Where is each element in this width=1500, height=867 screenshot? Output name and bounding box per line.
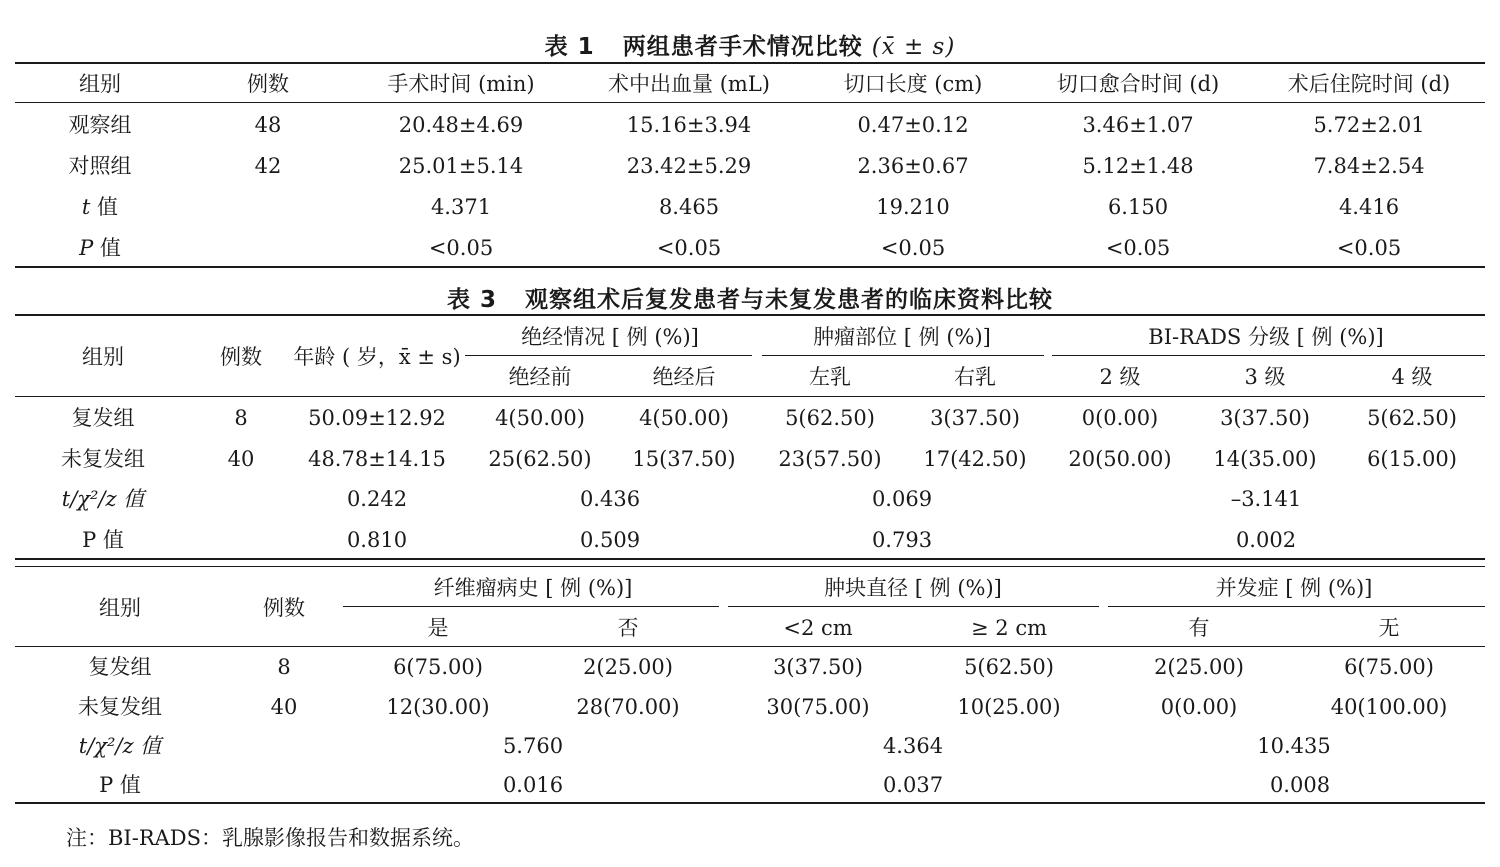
t1-p-c6: <0.05 xyxy=(1336,236,1402,260)
t3a-r1-left: 23(57.50) xyxy=(778,447,882,471)
t1-r0-n: 48 xyxy=(254,113,282,137)
t3b-r1-no: 28(70.00) xyxy=(576,695,680,719)
table3-title: 表 3 观察组术后复发患者与未复发患者的临床资料比较 xyxy=(446,287,1053,313)
t1-r0-c2: 20.48±4.69 xyxy=(398,113,524,137)
t3a-r1-g3: 14(35.00) xyxy=(1213,447,1317,471)
t3b-complication-rule xyxy=(1108,606,1485,607)
t3b-top-rule xyxy=(15,566,1485,567)
t3b-r0-yes: 6(75.00) xyxy=(393,655,483,679)
table3-top-rule xyxy=(15,314,1485,316)
t3a-r0-pre: 4(50.00) xyxy=(495,406,585,430)
t3b-h-n: 例数 xyxy=(263,596,305,620)
t1-t-c2: 4.371 xyxy=(430,195,492,219)
t1-r1-c2: 25.01±5.14 xyxy=(398,154,524,178)
t3a-r1-right: 17(42.50) xyxy=(923,447,1027,471)
t3b-r1-have: 0(0.00) xyxy=(1160,695,1238,719)
t3a-r1-post: 15(37.50) xyxy=(632,447,736,471)
t3b-h-group: 组别 xyxy=(99,596,141,620)
t3a-h-site: 肿瘤部位 [ 例 (%)] xyxy=(813,325,991,349)
t3a-r0-g3: 3(37.50) xyxy=(1220,406,1310,430)
t1-r0-c3: 15.16±3.94 xyxy=(626,113,752,137)
t3b-p-diameter: 0.037 xyxy=(882,773,944,797)
t3b-h-lt2: <2 cm xyxy=(783,616,853,640)
t3a-h-birads: BI-RADS 分级 [ 例 (%)] xyxy=(1148,325,1384,349)
table1-header-rule xyxy=(15,102,1485,103)
t3a-r0-group: 复发组 xyxy=(71,406,135,430)
t3a-header-rule xyxy=(15,396,1485,397)
t3a-p-birads: 0.002 xyxy=(1235,528,1297,552)
t1-t-c5: 6.150 xyxy=(1107,195,1169,219)
t3a-r0-g2: 0(0.00) xyxy=(1081,406,1159,430)
t1-r1-c4: 2.36±0.67 xyxy=(857,154,969,178)
t3b-h-have: 有 xyxy=(1188,616,1210,640)
t1-r1-n: 42 xyxy=(254,154,282,178)
t3b-h-diameter: 肿块直径 [ 例 (%)] xyxy=(824,576,1002,600)
t3b-h-fibroma: 纤维瘤病史 [ 例 (%)] xyxy=(433,576,633,600)
t3a-stat-birads: –3.141 xyxy=(1230,487,1302,511)
t3a-p-site: 0.793 xyxy=(871,528,933,552)
t3b-r0-ge2: 5(62.50) xyxy=(964,655,1054,679)
t3a-site-rule xyxy=(762,355,1044,356)
t3b-r0-lt2: 3(37.50) xyxy=(773,655,863,679)
t3a-h-n: 例数 xyxy=(220,345,262,369)
t3a-bottom-rule xyxy=(15,558,1485,560)
t3b-h-none: 无 xyxy=(1378,616,1400,640)
t1-h-incision: 切口长度 (cm) xyxy=(843,72,983,96)
t1-h-blood: 术中出血量 (mL) xyxy=(608,72,770,96)
t3b-r0-have: 2(25.00) xyxy=(1154,655,1244,679)
t3a-stat-age: 0.242 xyxy=(346,487,408,511)
t1-r1-c3: 23.42±5.29 xyxy=(626,154,752,178)
t3a-p-age: 0.810 xyxy=(346,528,408,552)
t3a-r1-pre: 25(62.50) xyxy=(488,447,592,471)
t3a-h-g4: 4 级 xyxy=(1391,365,1433,389)
t3a-r0-g4: 5(62.50) xyxy=(1367,406,1457,430)
t3a-stat-menopause: 0.436 xyxy=(579,487,641,511)
t3a-r0-n: 8 xyxy=(234,406,248,430)
t3b-r1-group: 未复发组 xyxy=(78,695,162,719)
t1-t-c6: 4.416 xyxy=(1338,195,1400,219)
t3b-stat-fibroma: 5.760 xyxy=(502,734,564,758)
table1-top-rule xyxy=(15,62,1485,64)
t1-h-group: 组别 xyxy=(79,72,121,96)
t3b-h-ge2: ≥ 2 cm xyxy=(971,616,1047,640)
table1-bottom-rule xyxy=(15,266,1485,268)
t3b-r0-n: 8 xyxy=(277,655,291,679)
t1-p-c3: <0.05 xyxy=(656,236,722,260)
t3a-h-right: 右乳 xyxy=(954,365,996,389)
t3a-menopause-rule xyxy=(465,355,752,356)
t3a-r0-left: 5(62.50) xyxy=(785,406,875,430)
t1-p-label: P 值 xyxy=(79,236,121,260)
t1-h-healing: 切口愈合时间 (d) xyxy=(1056,72,1220,96)
t3b-header-rule xyxy=(15,646,1485,647)
t3b-stat-label: t/χ²/z 值 xyxy=(78,734,162,758)
t3b-r0-group: 复发组 xyxy=(88,655,152,679)
t3a-r0-age: 50.09±12.92 xyxy=(308,406,446,430)
t3b-h-no: 否 xyxy=(617,616,639,640)
t1-p-c5: <0.05 xyxy=(1105,236,1171,260)
t3a-h-g3: 3 级 xyxy=(1244,365,1286,389)
t3a-r1-n: 40 xyxy=(227,447,255,471)
t3b-h-complication: 并发症 [ 例 (%)] xyxy=(1215,576,1373,600)
t1-r0-group: 观察组 xyxy=(68,113,132,137)
t3a-h-menopause: 绝经情况 [ 例 (%)] xyxy=(521,325,699,349)
t3a-r1-g2: 20(50.00) xyxy=(1068,447,1172,471)
t3a-h-post: 绝经后 xyxy=(652,365,716,389)
t3a-h-group: 组别 xyxy=(82,345,124,369)
t1-r1-group: 对照组 xyxy=(68,154,132,178)
t1-h-optime: 手术时间 (min) xyxy=(387,72,535,96)
t3a-r0-right: 3(37.50) xyxy=(930,406,1020,430)
t3b-r0-no: 2(25.00) xyxy=(583,655,673,679)
t1-t-c3: 8.465 xyxy=(658,195,720,219)
t3a-birads-rule xyxy=(1052,355,1485,356)
t3a-r1-age: 48.78±14.15 xyxy=(308,447,446,471)
t3b-r1-none: 40(100.00) xyxy=(1330,695,1448,719)
t3b-p-label: P 值 xyxy=(99,773,141,797)
t3a-h-left: 左乳 xyxy=(809,365,851,389)
t3a-h-g2: 2 级 xyxy=(1099,365,1141,389)
t3b-r1-n: 40 xyxy=(270,695,298,719)
t3a-h-age: 年龄 ( 岁，x̄ ± s) xyxy=(293,345,461,369)
t3a-r1-group: 未复发组 xyxy=(61,447,145,471)
t3a-p-menopause: 0.509 xyxy=(579,528,641,552)
t3a-stat-site: 0.069 xyxy=(871,487,933,511)
t3b-p-complication: 0.008 xyxy=(1269,773,1331,797)
table-note: 注：BI-RADS：乳腺影像报告和数据系统。 xyxy=(66,826,475,850)
t3b-diameter-rule xyxy=(728,606,1099,607)
t3a-stat-label: t/χ²/z 值 xyxy=(61,487,145,511)
t3b-p-fibroma: 0.016 xyxy=(502,773,564,797)
t1-r0-c4: 0.47±0.12 xyxy=(857,113,969,137)
t1-h-n: 例数 xyxy=(247,72,289,96)
t1-t-label: t 值 xyxy=(81,195,119,219)
t3b-fibroma-rule xyxy=(343,606,719,607)
t3a-h-pre: 绝经前 xyxy=(508,365,572,389)
t1-r0-c6: 5.72±2.01 xyxy=(1313,113,1425,137)
t3b-r1-yes: 12(30.00) xyxy=(386,695,490,719)
t3b-r0-none: 6(75.00) xyxy=(1344,655,1434,679)
t1-h-stay: 术后住院时间 (d) xyxy=(1287,72,1451,96)
table3-bottom-rule xyxy=(15,802,1485,804)
t1-r1-c5: 5.12±1.48 xyxy=(1082,154,1194,178)
t1-t-c4: 19.210 xyxy=(876,195,950,219)
t1-r0-c5: 3.46±1.07 xyxy=(1082,113,1194,137)
t1-p-c2: <0.05 xyxy=(428,236,494,260)
table1-title: 表 1 两组患者手术情况比较 (x̄ ± s) xyxy=(544,34,956,60)
t1-r1-c6: 7.84±2.54 xyxy=(1313,154,1425,178)
t3a-r1-g4: 6(15.00) xyxy=(1367,447,1457,471)
t1-p-c4: <0.05 xyxy=(880,236,946,260)
t3a-r0-post: 4(50.00) xyxy=(639,406,729,430)
t3b-r1-lt2: 30(75.00) xyxy=(766,695,870,719)
t3b-h-yes: 是 xyxy=(427,616,449,640)
t3b-stat-diameter: 4.364 xyxy=(882,734,944,758)
t3b-stat-complication: 10.435 xyxy=(1257,734,1331,758)
t3b-r1-ge2: 10(25.00) xyxy=(957,695,1061,719)
t3a-p-label: P 值 xyxy=(82,528,124,552)
